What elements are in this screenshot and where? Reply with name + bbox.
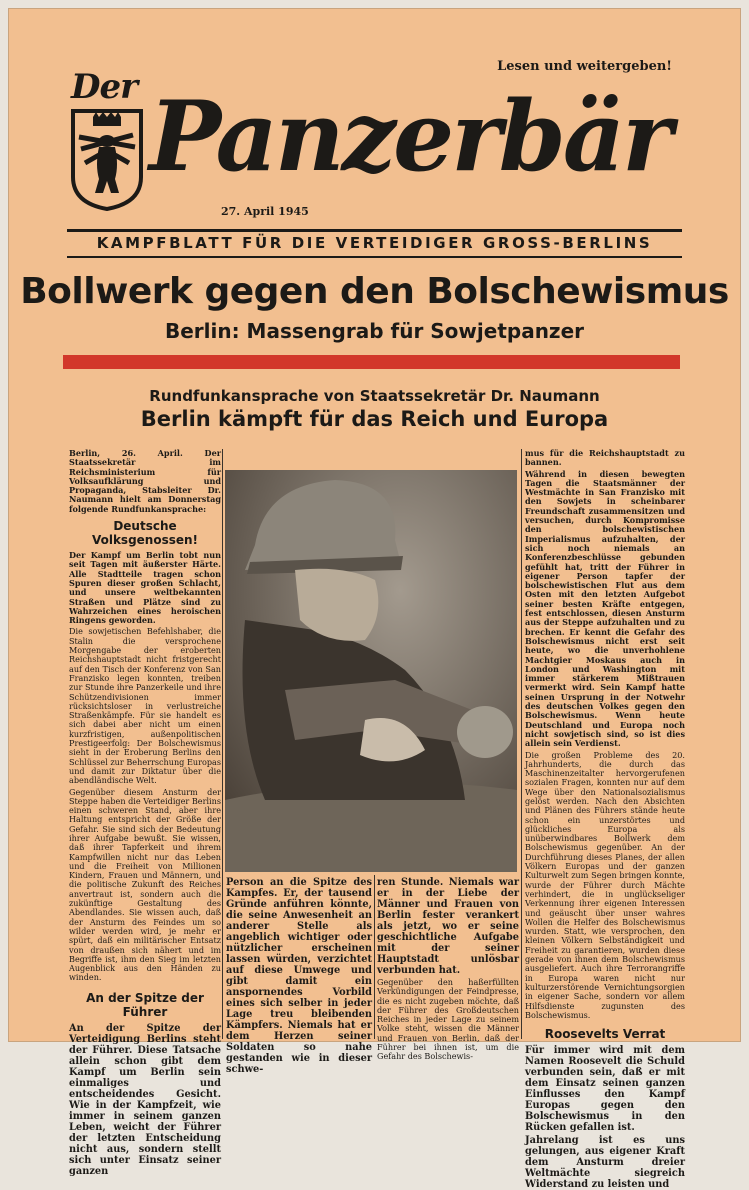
soldier-photo <box>225 470 517 872</box>
paragraph: Die sowjetischen Befehlshaber, die Stalin die versprochene Morgengabe der eroberten Reichshauptstadt nicht fristgerecht auf den Tisch der Konferenz von San Franzisko legen konnten, treiben zur Stunde ihre Panzerkeile und ihre Schützendivisionen immer rücksichtsloser in verlustreiche Straßenkämpfe. Für sie handelt es sich dabei aber nicht um einen kurzfristigen, außenpolitischen Prestigeerfolg: Der Bolschewismus sieht in der Eroberung Berlins den Schlüssel zur Beherrschung Europas und damit zur Diktatur über die abendländische Welt. <box>69 626 221 786</box>
rule-bottom <box>67 256 682 258</box>
paragraph: Gegenüber den haßerfüllten Verkündigungen der Feindpresse, die es nicht zugeben möchte, daß der Führer des Großdeutschen Reiches in jeder Lage zu seinem Volke steht, wissen die Männer und Frauen von Berlin, daß der Führer bei ihnen ist, um die Gefahr des Bolschewis- <box>377 977 519 1062</box>
soldier-with-panzerfaust-image <box>225 470 517 872</box>
sub-headline: Berlin: Massengrab für Sowjetpanzer <box>164 319 585 343</box>
main-headline: Bollwerk gegen den Bolschewismus <box>20 271 729 312</box>
newspaper-page <box>8 8 741 1190</box>
tagline: Lesen und weitergeben! <box>497 59 672 74</box>
column-rule <box>374 875 375 1039</box>
paragraph: Der Kampf um Berlin tobt nun seit Tagen mit äußerster Härte. Alle Stadtteile tragen schon Spuren dieser großen Schlacht, und unsere weltbekannten Straßen und Plätze sind zu Wahrzeichen eines heroischen Ringens geworden. <box>69 550 221 626</box>
subbanner: KAMPFBLATT FÜR DIE VERTEIDIGER GROSS-BERLINS <box>96 234 653 252</box>
paragraph: mus für die Reichshauptstadt zu bannen. <box>525 448 685 468</box>
article-title: Berlin kämpft für das Reich und Europa <box>140 407 609 431</box>
column-rule <box>222 449 223 1039</box>
paragraph: Während in diesen bewegten Tagen die Staatsmänner der Westmächte in San Franzisko mit den Sowjets in scheinbarer Freundschaft zusammensitzen und versuchen, durch Kompromisse den bolschewistischen Imperialismus aufzuhalten, der sich noch niemals an Konferenzbeschlüsse gebunden gefühlt hat, tritt der Führer in eigener Person tapfer der bolschewistischen Flut aus dem Osten mit den letzten Aufgebot seiner besten Kräfte entgegen, fest entschlossen, diesen Ansturm aus der Steppe aufzuhalten und zu brechen. Er kennt die Gefahr des Bolschewismus nicht erst seit heute, wo die unverhohlene Machtgier Moskaus auch in London und Washington mit immer stärkerem Mißtrauen vermerkt wird. Sein Kampf hatte seinen Ursprung in der Notwehr des deutschen Volkes gegen den Bolschewismus. Wenn heute Deutschland und Europa noch nicht sowjetisch sind, so ist dies allein sein Verdienst. <box>525 468 685 749</box>
red-divider-bar <box>63 355 680 369</box>
berlin-bear-crest-icon <box>69 107 145 211</box>
column-3-text <box>377 877 519 1062</box>
section-heading: Roosevelts Verrat <box>544 1027 666 1042</box>
issue-date: 27. April 1945 <box>221 205 309 218</box>
paragraph: ren Stunde. Niemals war er in der Liebe der Männer und Frauen von Berlin fester verankert als jetzt, wo er seine geschichtliche Aufgabe mit der seiner Hauptstadt unlösbar verbunden hat. <box>377 877 519 976</box>
column-4 <box>525 448 685 1190</box>
masthead-title: Panzerbär <box>149 80 670 193</box>
paragraph: Gegenüber diesem Ansturm der Steppe haben die Verteidiger Berlins einen schweren Stand, aber ihre Haltung entspricht der Größe der Gefahr. Sie sind sich der Bedeutung ihrer Aufgabe bewußt. Sie wissen, daß ihrer Tapferkeit und ihrem Kampfwillen nicht nur das Leben und die Freiheit von Millionen Kindern, Frauen und Männern, und die politische Zukunft des Reiches anvertraut ist, sondern auch die zukünftige Gestaltung des Abendlandes. Sie wissen auch, daß der Ansturm des Feindes um so wilder werden wird, je mehr er spürt, daß ein militärischer Entsatz von draußen sich nähert und im Begriffe ist, ihm den Sieg im letzten Augenblick aus den Händen zu winden. <box>69 786 221 983</box>
paragraph: Für immer wird mit dem Namen Roosevelt die Schuld verbunden sein, daß er mit dem Einsatz seinen ganzen Einflusses den Kampf Europas gegen den Bolschewismus in den Rücken gefallen ist. <box>525 1045 685 1134</box>
column-2-text <box>226 877 372 1075</box>
intro-paragraph: Berlin, 26. April. Der Staatssekretär im Reichsministerium für Volksaufklärung und Propaganda, Stabsleiter Dr. Naumann hielt am Donnerstag folgende Rundfunkansprache: <box>69 448 221 514</box>
section-heading: An der Spitze der Führer <box>86 990 204 1019</box>
column-rule <box>521 449 522 1039</box>
paragraph: An der Spitze der Verteidigung Berlins steht der Führer. Diese Tatsache allein schon gibt dem Kampf um Berlin sein einmaliges und entscheidendes Gesicht. Wie in der Kampfzeit, wie immer in seinem ganzen Leben, weicht der Führer der letzten Entscheidung nicht aus, sondern stellt sich unter Einsatz seiner ganzen <box>69 1022 221 1177</box>
paragraph: Person an die Spitze des Kampfes. Er, der tausend Gründe anführen könnte, die seine Anwesenheit an anderer Stelle als angeblich wichtiger oder nützlicher erscheinen lassen würden, verzichtet auf diese Umwege und gibt damit ein anspornendes Vorbild eines sich selber in jeder Lage treu bleibenden Kämpfers. Niemals hat er dem Herzen seiner Soldaten so nahe gestanden wie in dieser schwe- <box>226 877 372 1075</box>
paragraph: Die großen Probleme des 20. Jahrhunderts, die durch das Maschinenzeitalter hervorgerufenen sozialen Fragen, konnten nur auf dem Wege über den Nationalsozialismus gelöst werden. Nach den Absichten und Plänen des Führers stände heute schon ein unzerstörtes und glückliches Europa als unüberwindbares Bollwerk dem Bolschewismus gegenüber. An der Durchführung dieses Planes, der allen Völkern Europas und der ganzen Kulturwelt zum Segen bringen konnte, wurde der Führer durch Mächte verhindert, die in unglückseliger Verkennung ihrer eigenen Interessen und geäuscht über unser wahres Wollen die Helfer des Bolschewismus wurden. Statt, wie versprochen, den kleinen Völkern Selbständigkeit und Freiheit zu garantieren, wurden diese gerade von ihnen dem Bolschewismus ausgeliefert. Auch ihre Terrorangriffe in Europa waren nicht nur kulturzerstörende Vernichtungsorgien in eigener Sache, sondern vor allem Hilfsdienste zugunsten des Bolschewismus. <box>525 749 685 1020</box>
article-kicker: Rundfunkansprache von Staatssekretär Dr. Naumann <box>149 387 600 405</box>
column-1 <box>69 448 221 1177</box>
masthead-der: Der <box>71 67 138 107</box>
section-heading: Deutsche Volksgenossen! <box>91 519 199 548</box>
paragraph: Jahrelang ist es uns gelungen, aus eigener Kraft dem Ansturm dreier Weltmächte siegreich Widerstand zu leisten und <box>525 1135 685 1190</box>
rule-top <box>67 229 682 232</box>
